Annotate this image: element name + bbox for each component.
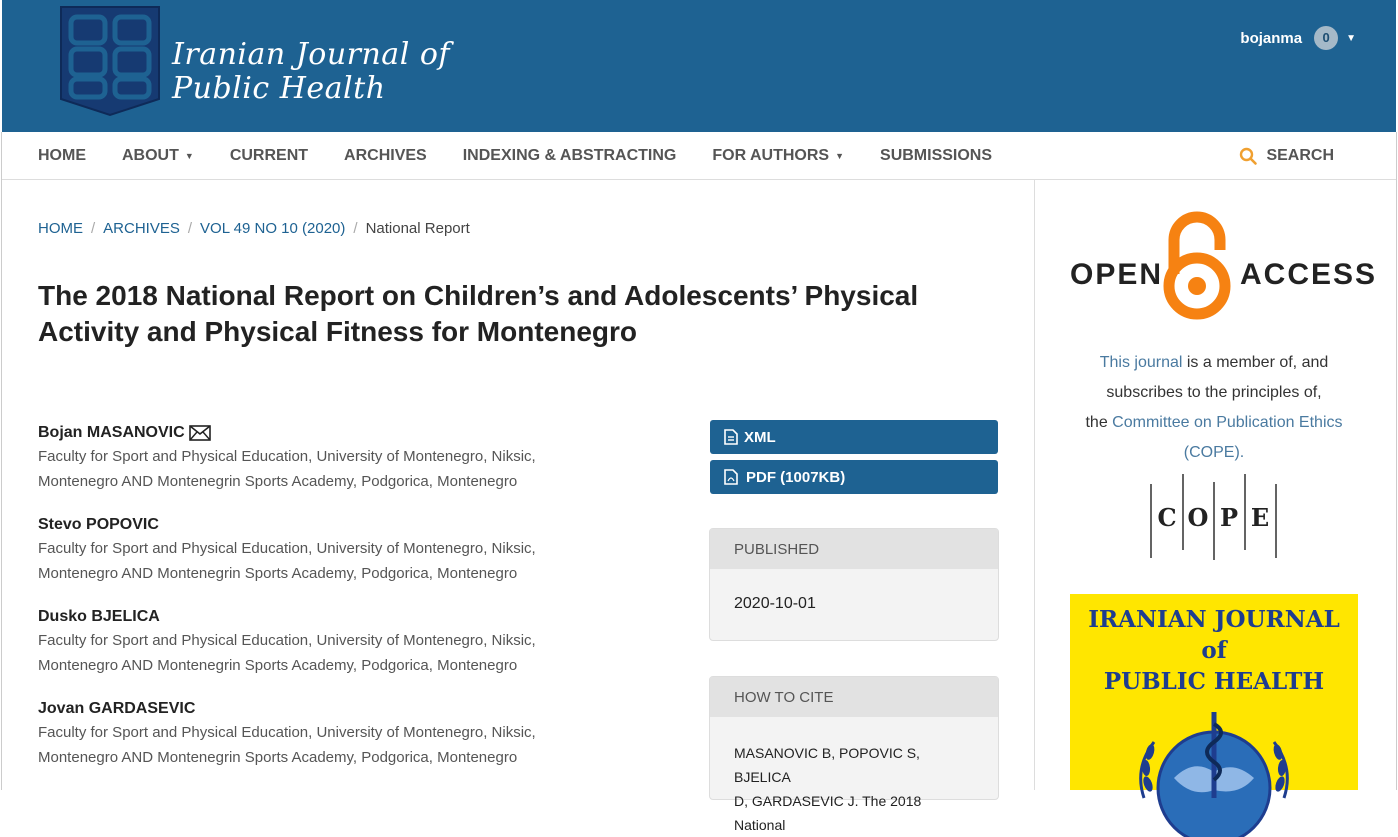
author-affiliation <box>38 720 598 770</box>
sidebar-divider <box>1034 180 1035 790</box>
nav-about-label: ABOUT <box>122 147 179 164</box>
journal-cover-image[interactable] <box>1070 594 1358 790</box>
envelope-icon[interactable] <box>189 425 211 441</box>
frame-border <box>1 132 2 790</box>
cover-line: PUBLIC HEALTH <box>1103 668 1325 695</box>
nav-about[interactable] <box>122 147 194 165</box>
file-pdf-icon <box>724 469 738 485</box>
breadcrumb-issue[interactable]: VOL 49 NO 10 (2020) <box>200 220 346 237</box>
author-name-text: Bojan MASANOVIC <box>38 424 185 441</box>
author-name <box>38 698 598 720</box>
nav-indexing[interactable] <box>463 147 677 165</box>
pdf-download-button[interactable] <box>710 460 998 494</box>
caret-down-icon: ▼ <box>835 150 845 161</box>
published-panel <box>709 528 999 641</box>
author-affiliation <box>38 536 598 586</box>
nav-archives-label: ARCHIVES <box>344 147 427 164</box>
citation-line: D, GARDASEVIC J. The 2018 National <box>734 793 922 833</box>
cope-letter: E <box>1250 503 1270 532</box>
affiliation-line: Montenegro AND Montenegrin Sports Academy, Podgorica, Montenegro <box>38 473 518 490</box>
journal-name-line1: Iranian Journal of <box>172 37 450 72</box>
breadcrumb-separator: / <box>353 220 358 237</box>
nav-home-label: HOME <box>38 147 86 164</box>
cope-logo[interactable] <box>1148 474 1280 560</box>
who-emblem-icon <box>1104 708 1324 798</box>
cope-abbrev-link[interactable]: (COPE). <box>1183 444 1245 461</box>
journal-logo-icon[interactable] <box>57 5 163 117</box>
this-journal-link[interactable]: This journal <box>1099 354 1183 371</box>
page-title: The 2018 National Report on Children’s and Adolescents’ Physical Activity and Physical Fitness for Montenegro <box>38 280 919 347</box>
author-name <box>38 606 598 628</box>
search-link[interactable] <box>1239 132 1334 180</box>
user-menu[interactable] <box>1240 26 1356 50</box>
xml-label: XML <box>744 428 776 446</box>
open-access-left-text: OPEN <box>1070 258 1164 291</box>
affiliation-line: Faculty for Sport and Physical Education, University of Montenegro, Niksic, <box>38 540 536 557</box>
frame-border <box>1396 132 1397 790</box>
author-affiliation <box>38 628 598 678</box>
nav-for-authors[interactable] <box>712 147 844 165</box>
list-item <box>38 698 598 770</box>
author-name-text: Stevo POPOVIC <box>38 516 159 533</box>
search-icon <box>1239 147 1257 165</box>
cope-letter: P <box>1219 503 1239 532</box>
main-nav <box>2 132 1396 180</box>
affiliation-line: Faculty for Sport and Physical Education, University of Montenegro, Niksic, <box>38 632 536 649</box>
how-to-cite-heading: HOW TO CITE <box>710 677 998 717</box>
nav-submissions[interactable] <box>880 147 992 165</box>
affiliation-line: Montenegro AND Montenegrin Sports Academy, Podgorica, Montenegro <box>38 565 518 582</box>
pdf-label: PDF (1007KB) <box>746 468 846 486</box>
affiliation-line: Montenegro AND Montenegrin Sports Academy, Podgorica, Montenegro <box>38 657 518 674</box>
cope-letter: C <box>1157 503 1177 532</box>
caret-down-icon: ▼ <box>1346 32 1356 44</box>
cope-text: subscribes to the principles of, <box>1106 384 1322 401</box>
published-date: 2020-10-01 <box>734 595 816 612</box>
breadcrumb <box>38 220 470 237</box>
search-label: SEARCH <box>1266 147 1334 164</box>
nav-current-label: CURRENT <box>229 147 309 164</box>
journal-name[interactable] <box>172 38 450 106</box>
author-name-text: Jovan GARDASEVIC <box>38 700 196 717</box>
breadcrumb-separator: / <box>91 220 96 237</box>
breadcrumb-current: National Report <box>365 220 470 237</box>
affiliation-line: Faculty for Sport and Physical Education, University of Montenegro, Niksic, <box>38 724 536 741</box>
nav-submissions-label: SUBMISSIONS <box>880 147 993 164</box>
nav-archives[interactable] <box>344 147 427 165</box>
file-text-icon <box>724 429 738 445</box>
author-name-text: Dusko BJELICA <box>38 608 160 625</box>
cope-text: is a member of, and <box>1182 354 1329 371</box>
open-access-lock-icon <box>1162 214 1232 322</box>
nav-for-authors-label: FOR AUTHORS <box>712 147 830 164</box>
affiliation-line: Montenegro AND Montenegrin Sports Academy, Podgorica, Montenegro <box>38 749 518 766</box>
affiliation-line: Faculty for Sport and Physical Education, University of Montenegro, Niksic, <box>38 448 536 465</box>
nav-home[interactable] <box>38 147 86 165</box>
cope-link[interactable]: Committee on Publication Ethics <box>1112 414 1343 431</box>
cope-text: the <box>1085 414 1113 431</box>
journal-name-line2: Public Health <box>172 71 386 106</box>
username: bojanma <box>1240 29 1303 47</box>
cope-membership-text <box>1068 348 1360 468</box>
author-affiliation <box>38 444 598 494</box>
list-item <box>38 606 598 678</box>
notification-badge: 0 <box>1314 26 1338 50</box>
how-to-cite-panel <box>709 676 999 833</box>
open-access-right-text: ACCESS <box>1240 258 1378 291</box>
cover-line: of <box>1201 637 1227 664</box>
caret-down-icon: ▼ <box>184 150 194 161</box>
author-name <box>38 514 598 536</box>
breadcrumb-archives[interactable]: ARCHIVES <box>103 220 180 237</box>
xml-download-button[interactable] <box>710 420 998 454</box>
author-list <box>38 422 598 790</box>
published-heading: PUBLISHED <box>710 529 998 569</box>
nav-current[interactable] <box>230 147 308 165</box>
breadcrumb-home[interactable]: HOME <box>38 220 83 237</box>
citation-line: MASANOVIC B, POPOVIC S, BJELICA <box>734 745 920 785</box>
list-item <box>38 514 598 586</box>
citation-text[interactable] <box>710 717 998 837</box>
cover-line: IRANIAN JOURNAL <box>1088 606 1340 633</box>
author-name <box>38 422 598 444</box>
breadcrumb-separator: / <box>187 220 193 237</box>
list-item <box>38 422 598 494</box>
nav-indexing-label: INDEXING & ABSTRACTING <box>462 147 677 164</box>
site-header <box>2 0 1396 132</box>
cope-letter: O <box>1187 503 1209 532</box>
open-access-logo <box>1068 214 1378 322</box>
